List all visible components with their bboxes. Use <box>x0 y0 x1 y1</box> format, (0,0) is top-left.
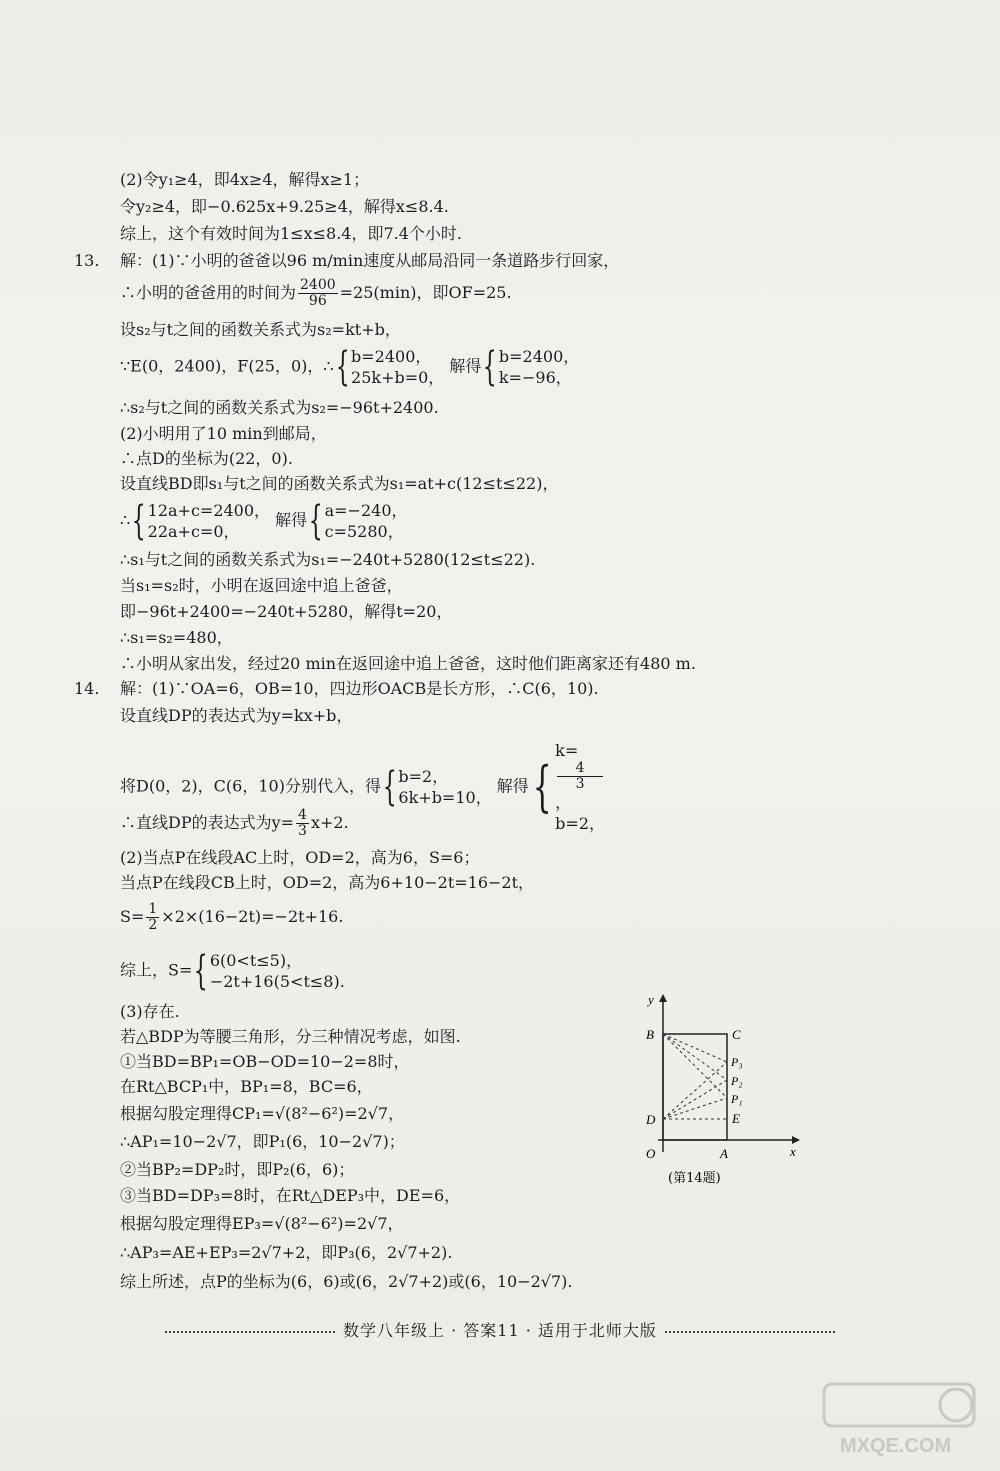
point-label-o: O <box>646 1146 656 1161</box>
watermark-circle <box>940 1389 972 1421</box>
text-line: ∴s₂与t之间的函数关系式为s₂=−96t+2400. <box>120 398 439 417</box>
text-line: 当s₁=s₂时，小明在返回途中追上爸爸， <box>120 576 403 595</box>
equation-system: b=2， 6k+b=10， <box>398 767 492 807</box>
text-line: ②当BP₂=DP₂时，即P₂(6，6)； <box>120 1160 355 1179</box>
brace: { <box>335 344 350 390</box>
text-line <box>120 950 345 992</box>
text-span: ×2×(16−2t)=−2t+16. <box>161 907 344 926</box>
text-span: ∵E(0，2400)，F(25，0)，∴ <box>120 356 334 376</box>
brace: { <box>131 498 146 544</box>
text-line: 设直线BD即s₁与t之间的函数关系式为s₁=at+c(12≤t≤22)， <box>120 474 559 493</box>
text-line <box>120 346 579 388</box>
text-line: 当点P在线段CB上时，OD=2，高为6+10−2t=16−2t， <box>120 873 535 892</box>
point-label-b: B <box>646 1027 654 1042</box>
text-line: 根据勾股定理得EP₃=√(8²−6²)=2√7， <box>120 1214 404 1233</box>
fraction: $\frac{1}{2}$ <box>148 901 158 933</box>
text-line: (3)存在. <box>120 1002 180 1021</box>
text-line: 根据勾股定理得CP₁=√(8²−6²)=2√7， <box>120 1104 405 1123</box>
text-line: ∴AP₁=10−2√7，即P₁(6，10−2√7)； <box>120 1132 405 1151</box>
axis-label-x: x <box>790 1144 796 1159</box>
question-number: 13. <box>74 251 100 270</box>
text-span: x+2. <box>310 813 349 832</box>
equation-system: b=2400， 25k+b=0， <box>351 347 445 387</box>
text-line: (2)令y₁≥4，即4x≥4，解得x≥1； <box>120 170 370 189</box>
text-line: (2)当点P在线段AC上时，OD=2，高为6，S=6； <box>120 848 480 867</box>
equation-system: 6(0<t≤5)， −2t+16(5<t≤8). <box>209 951 345 991</box>
text-line: 若△BDP为等腰三角形，分三种情况考虑，如图. <box>120 1027 461 1046</box>
denominator: 96 <box>308 293 327 309</box>
footer-text: 数学八年级上 · 答案11 · 适用于北师大版 <box>343 1321 657 1340</box>
dashed-line <box>663 1034 727 1098</box>
brace: { <box>194 948 209 994</box>
text-line: 解：(1)∵OA=6，OB=10，四边形OACB是长方形，∴C(6，10). <box>120 679 599 698</box>
point-label-p1: P₁ <box>731 1092 743 1106</box>
text-line: 解：(1)∵小明的爸爸以96 m/min速度从邮局沿同一条道路步行回家， <box>120 251 620 270</box>
equation-system: 12a+c=2400， 22a+c=0， <box>147 501 271 541</box>
watermark-logo <box>820 1380 990 1460</box>
text-line: ∴AP₃=AE+EP₃=2√7+2，即P₃(6，2√7+2). <box>120 1243 453 1262</box>
brace: { <box>483 344 498 390</box>
text-span: ∴ <box>120 510 131 530</box>
x-axis-arrow <box>792 1136 800 1144</box>
text-line <box>120 278 512 309</box>
text-line: 即−96t+2400=−240t+5280，解得t=20， <box>120 602 453 621</box>
text-line: ∴s₁与t之间的函数关系式为s₁=−240t+5280(12≤t≤22). <box>120 550 536 569</box>
point-label-d: D <box>646 1112 656 1127</box>
point-label-a: A <box>720 1146 728 1161</box>
fraction: $\frac{4}{3}$ <box>298 807 307 839</box>
text-line: 综上，这个有效时间为1≤x≤8.4，即7.4个小时. <box>120 224 462 243</box>
text-span: =25(min)，即OF=25. <box>339 283 512 302</box>
text-line <box>120 808 349 839</box>
text-span: 综上，S= <box>120 960 193 980</box>
text-line: 综上所述，点P的坐标为(6，6)或(6，2√7+2)或(6，10−2√7). <box>120 1272 573 1291</box>
text-line: 设s₂与t之间的函数关系式为s₂=kt+b， <box>120 320 401 339</box>
text-span: S= <box>120 907 145 926</box>
page-footer <box>50 1318 950 1341</box>
text-line: ∴点D的坐标为(22，0). <box>120 449 293 468</box>
text-line: ①当BD=BP₁=OB−OD=10−2=8时， <box>120 1052 410 1071</box>
footer-divider <box>665 1331 835 1333</box>
numerator: 2400 <box>300 277 336 293</box>
equation-system: a=−240， c=5280， <box>324 501 408 541</box>
point-label-p3: P₃ <box>731 1055 743 1069</box>
text-line: 设直线DP的表达式为y=kx+b， <box>120 706 353 725</box>
text-span: ∴直线DP的表达式为y= <box>120 813 295 832</box>
text-span: 解得 <box>275 510 308 530</box>
point-label-c: C <box>732 1027 741 1042</box>
text-line: (2)小明用了10 min到邮局， <box>120 424 327 443</box>
text-span: 将D(0，2)，C(6，10)分别代入，得 <box>120 776 381 796</box>
geometry-figure <box>608 992 808 1192</box>
text-line: ③当BD=DP₃=8时，在Rt△DEP₃中，DE=6， <box>120 1186 461 1205</box>
watermark-text: MXQE.COM <box>840 1435 952 1457</box>
footer-divider <box>165 1331 335 1333</box>
brace: { <box>532 755 552 818</box>
question-number: 14. <box>74 679 100 698</box>
text-line: 在Rt△BCP₁中，BP₁=8，BC=6， <box>120 1077 373 1096</box>
text-line <box>120 500 408 542</box>
dashed-line <box>663 1034 727 1080</box>
point-label-e: E <box>732 1111 740 1126</box>
text-line: ∴小明从家出发，经过20 min在返回途中追上爸爸，这时他们距离家还有480 m. <box>120 654 696 673</box>
brace: { <box>308 498 323 544</box>
text-line: ∴s₁=s₂=480， <box>120 628 233 647</box>
axis-label-y: y <box>648 992 654 1007</box>
equation-system: k= 4 3 ， b=2， <box>555 741 606 833</box>
dashed-line <box>663 1062 727 1119</box>
brace: { <box>382 764 397 810</box>
rectangle-oacb <box>663 1034 727 1140</box>
text-span: ∴小明的爸爸用的时间为 <box>120 283 297 302</box>
text-span: 解得 <box>496 776 529 796</box>
text-line <box>120 902 343 933</box>
dashed-line <box>663 1080 727 1119</box>
figure-caption: (第14题) <box>668 1171 721 1186</box>
text-line: 令y₂≥4，即−0.625x+9.25≥4，解得x≤8.4. <box>120 197 449 216</box>
y-axis-arrow <box>659 994 667 1002</box>
equation-system: b=2400， k=−96， <box>498 347 580 387</box>
point-label-p2: P₂ <box>731 1074 743 1088</box>
fraction <box>298 278 338 309</box>
dashed-line <box>663 1098 727 1119</box>
text-span: 解得 <box>449 356 482 376</box>
dashed-line <box>663 1034 727 1062</box>
